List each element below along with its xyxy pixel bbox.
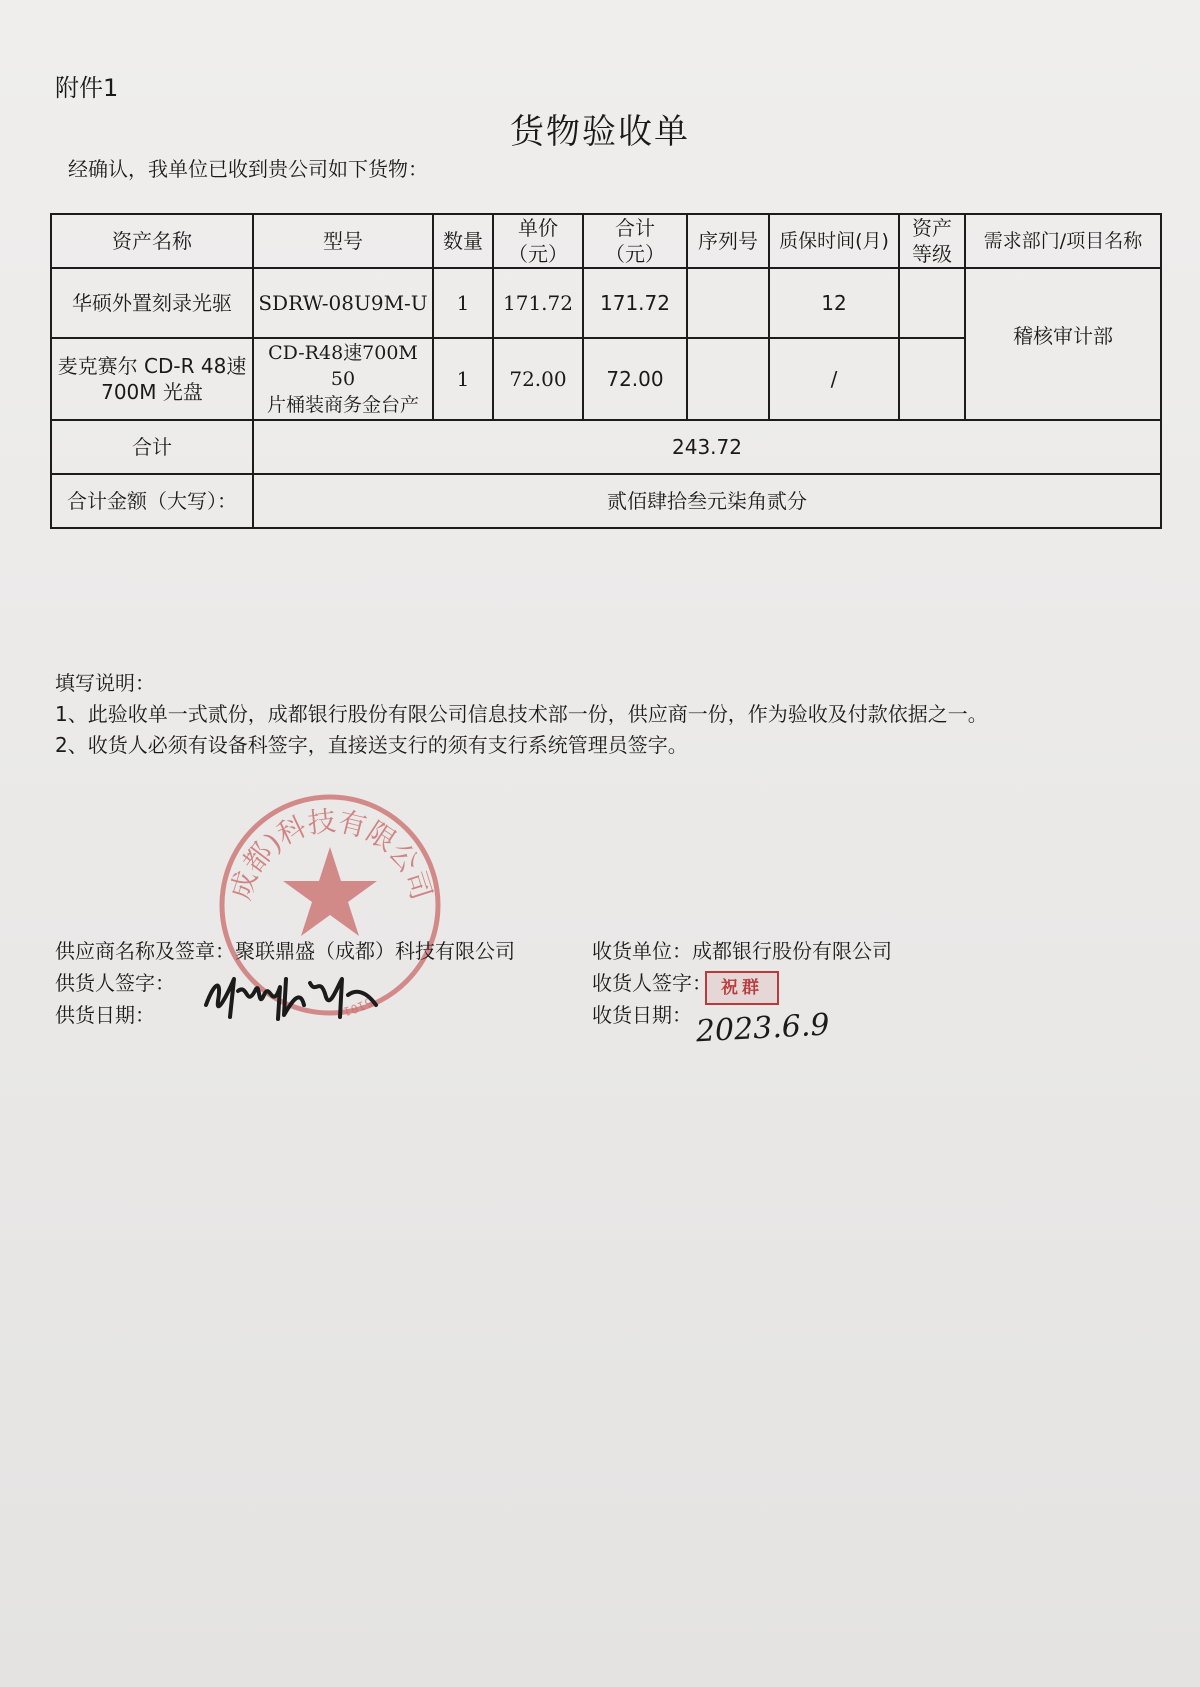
cell-model-line2: 片桶装商务金台产	[266, 394, 419, 416]
goods-table	[50, 213, 1162, 529]
star-icon	[283, 847, 377, 936]
amount-words-row	[51, 474, 1161, 528]
total-value: 243.72	[253, 420, 1161, 474]
receiver-unit-label: 收货单位：	[592, 939, 692, 963]
receiver-date-value: 2023.6.9	[695, 1007, 831, 1050]
cell-unit-price: 171.72	[493, 268, 583, 338]
instruction-item: 2、收货人必须有设备科签字，直接送支行的须有支行系统管理员签字。	[55, 733, 688, 757]
cell-model	[253, 338, 433, 420]
page-title: 货物验收单	[510, 112, 690, 152]
supplier-name-label: 供应商名称及签章：	[55, 939, 235, 963]
header-dept: 需求部门/项目名称	[965, 214, 1161, 268]
cell-asset-name	[51, 338, 253, 420]
header-unit-price-line1: 单价	[518, 216, 558, 240]
supplier-date-label: 供货日期：	[55, 1003, 155, 1027]
cell-subtotal: 171.72	[583, 268, 687, 338]
intro-text: 经确认，我单位已收到贵公司如下货物：	[68, 157, 428, 181]
receiver-unit-value: 成都银行股份有限公司	[692, 939, 892, 963]
table-row	[51, 268, 1161, 338]
total-label: 合计	[51, 420, 253, 474]
amount-words-value: 贰佰肆拾叁元柒角贰分	[253, 474, 1161, 528]
instructions-heading: 填写说明：	[55, 671, 155, 695]
cell-qty: 1	[433, 268, 493, 338]
header-serial: 序列号	[687, 214, 769, 268]
header-model: 型号	[253, 214, 433, 268]
cell-model: SDRW-08U9M-U	[253, 268, 433, 338]
cell-asset-name: 华硕外置刻录光驱	[51, 268, 253, 338]
header-unit-price-line2: （元）	[508, 242, 568, 266]
supplier-name-value: 聚联鼎盛（成都）科技有限公司	[235, 939, 515, 963]
supplier-signer-label: 供货人签字：	[55, 971, 175, 995]
seal-text: 成都)科技有限公司	[223, 804, 439, 904]
header-subtotal	[583, 214, 687, 268]
total-row	[51, 420, 1161, 474]
header-subtotal-line2: （元）	[605, 242, 665, 266]
receiver-name-stamp: 祝群	[705, 971, 779, 1005]
instructions	[55, 668, 988, 761]
header-grade	[899, 214, 965, 268]
seal-code: 5101	[341, 994, 375, 1019]
header-qty: 数量	[433, 214, 493, 268]
table-header-row	[51, 214, 1161, 268]
cell-grade	[899, 268, 965, 338]
header-warranty: 质保时间(月)	[769, 214, 899, 268]
cell-subtotal: 72.00	[583, 338, 687, 420]
cell-qty: 1	[433, 338, 493, 420]
header-subtotal-line1: 合计	[615, 216, 655, 240]
receiver-signer-label: 收货人签字：	[592, 971, 712, 995]
cell-serial	[687, 268, 769, 338]
cell-asset-name-line1: 麦克赛尔 CD-R 48速	[57, 354, 247, 378]
header-grade-line2: 等级	[912, 242, 952, 266]
header-grade-line1: 资产	[912, 216, 952, 240]
amount-words-label: 合计金额（大写）：	[51, 474, 253, 528]
cell-grade	[899, 338, 965, 420]
cell-dept: 稽核审计部	[965, 268, 1161, 420]
cell-model-line1: CD-R48速700M 50	[268, 342, 418, 390]
cell-warranty: /	[769, 338, 899, 420]
cell-asset-name-line2: 700M 光盘	[101, 380, 203, 404]
receiver-date-handwritten	[692, 1001, 831, 1051]
attachment-label: 附件1	[55, 74, 119, 102]
receiver-date-label: 收货日期：	[592, 1003, 692, 1027]
instruction-item: 1、此验收单一式贰份，成都银行股份有限公司信息技术部一份，供应商一份，作为验收及付款依据之一。	[55, 702, 988, 726]
supplier-signature	[200, 965, 390, 1025]
header-asset-name: 资产名称	[51, 214, 253, 268]
cell-unit-price: 72.00	[493, 338, 583, 420]
cell-warranty: 12	[769, 268, 899, 338]
header-unit-price	[493, 214, 583, 268]
cell-serial	[687, 338, 769, 420]
